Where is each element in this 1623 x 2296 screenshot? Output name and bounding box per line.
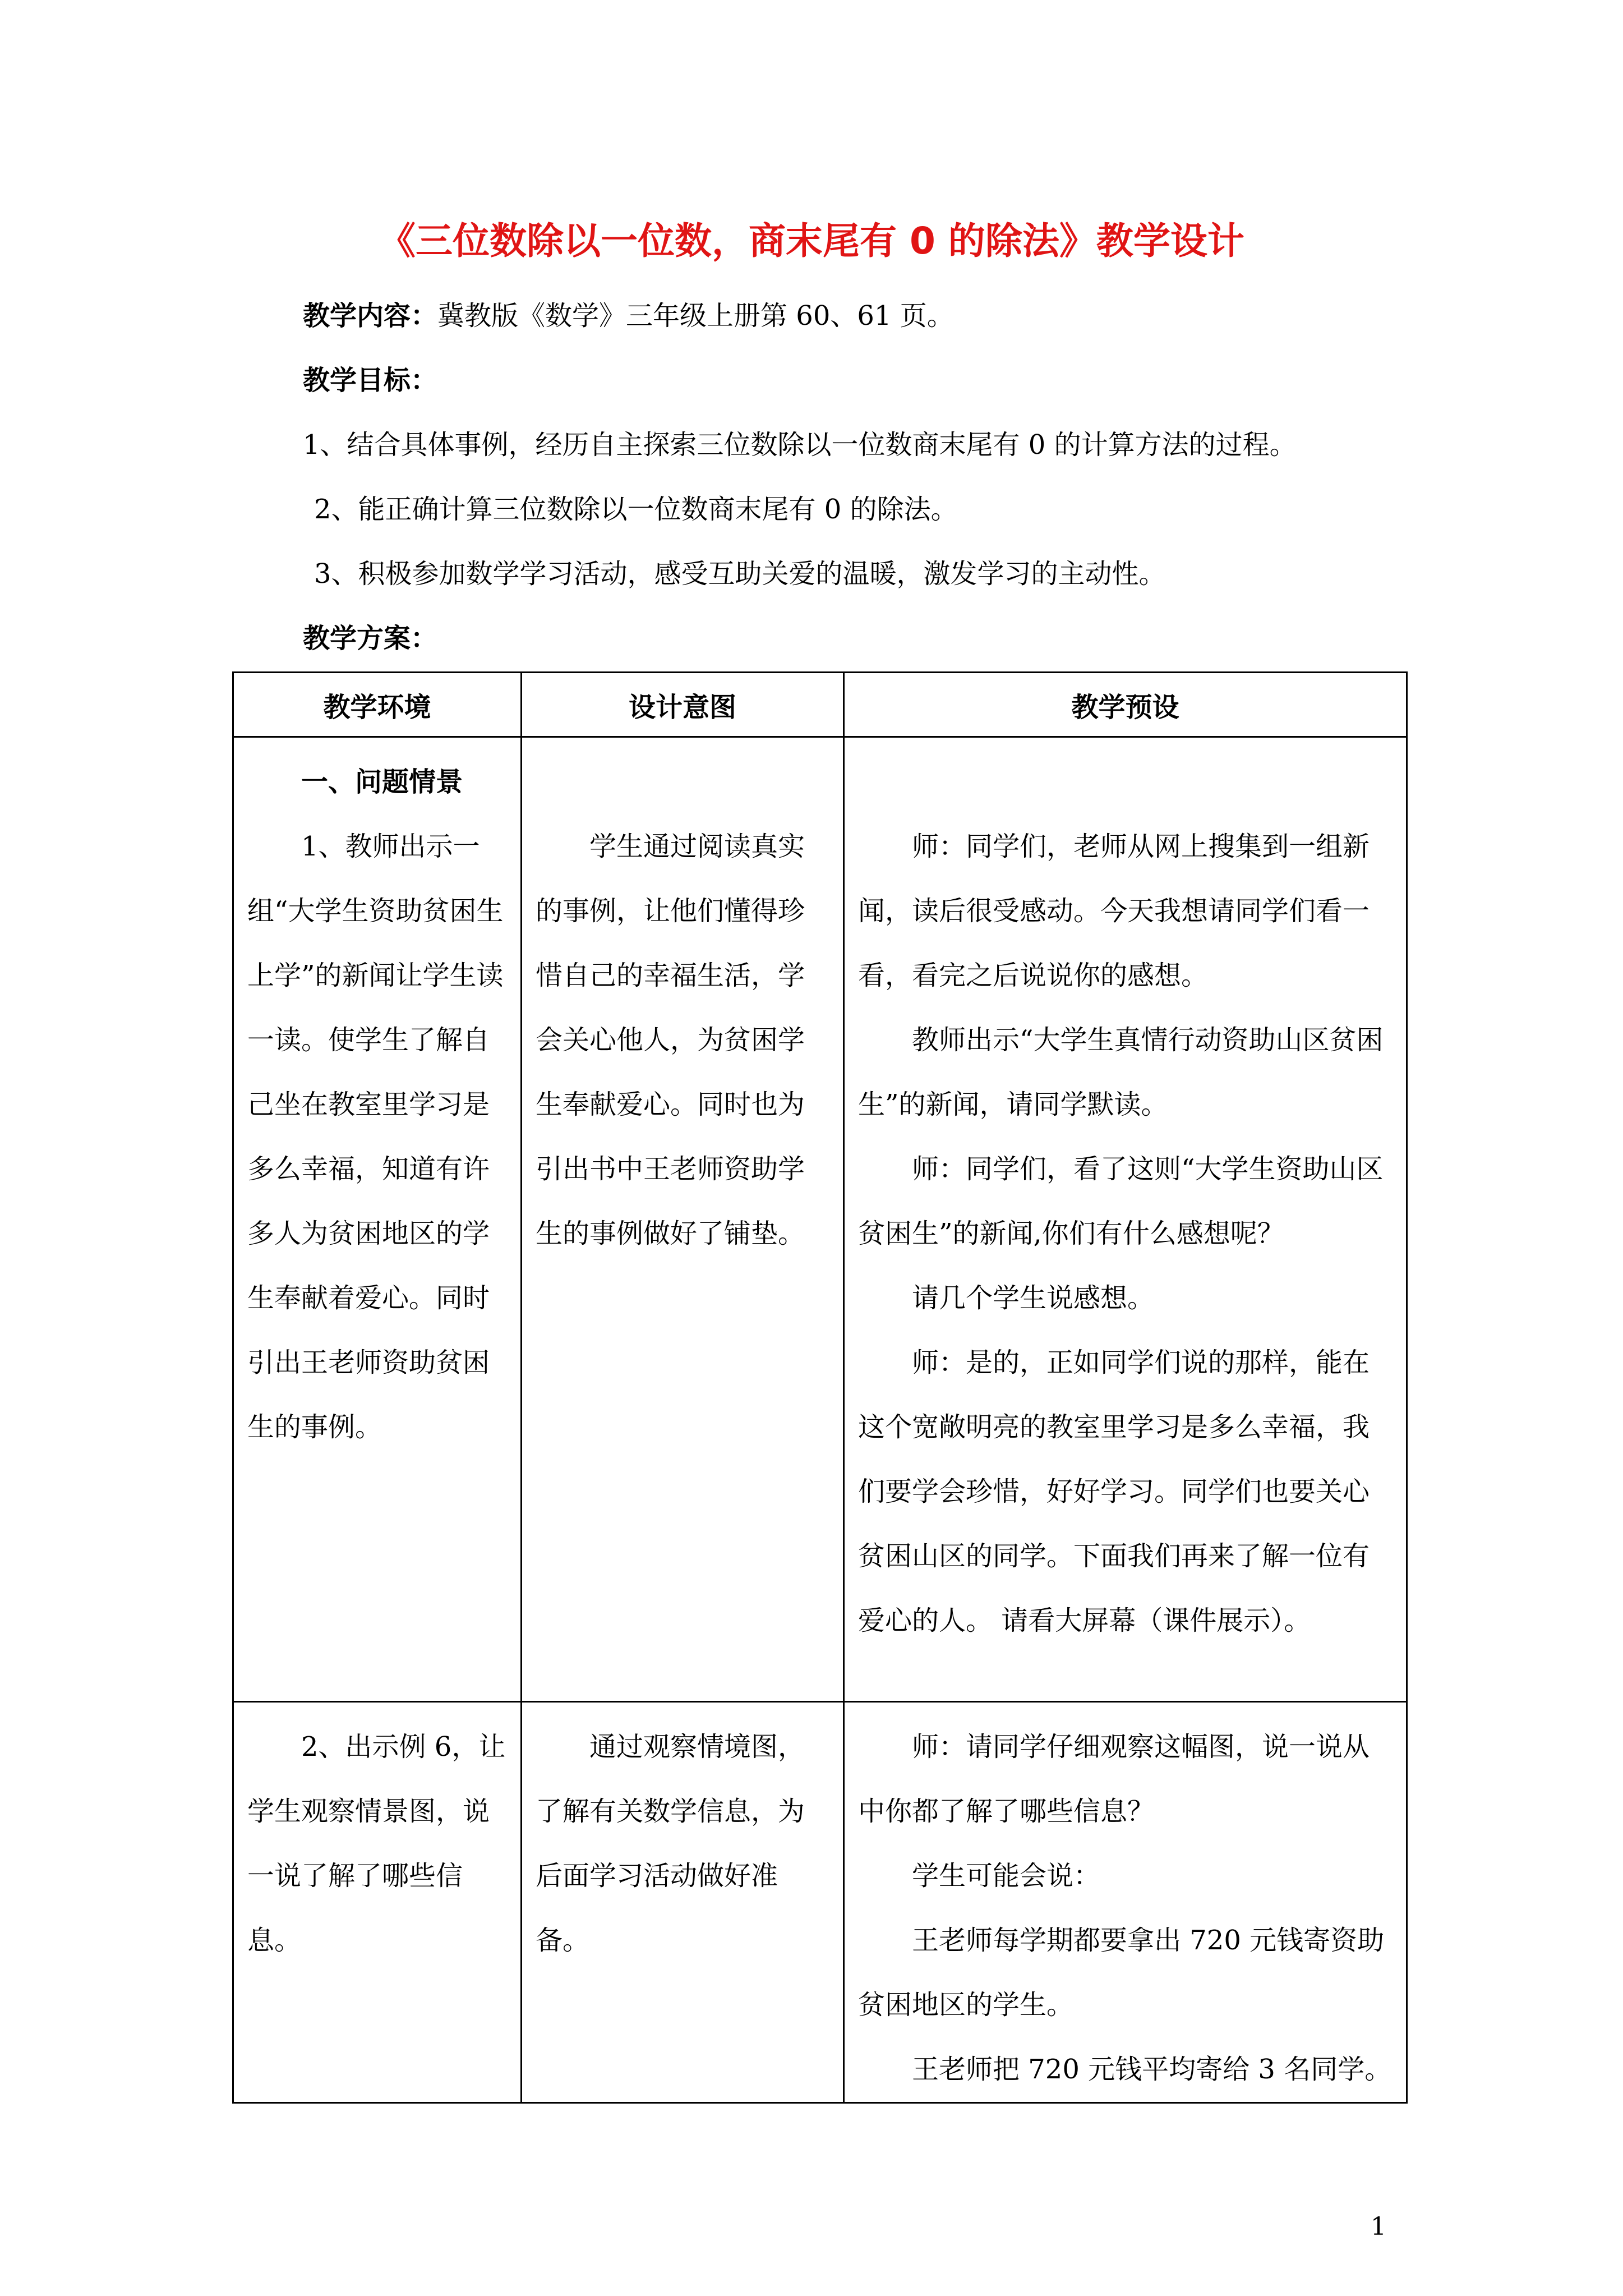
intent-text: 学生通过阅读真实的事例，让他们懂得珍惜自己的幸福生活，学会关心他人，为贫困学生奉献爱心。同时也为引出书中王老师资助学生的事例做好了铺垫。 [536, 831, 805, 1249]
preset-paragraph: 王老师每学期都要拿出 720 元钱寄资助贫困地区的学生。 [858, 1925, 1385, 2021]
objective-item: 3、积极参加数学学习活动，感受互助关爱的温暖，激发学习的主动性。 [314, 558, 1166, 590]
objectives-label: 教学目标： [303, 365, 438, 396]
document-title: 《三位数除以一位数，商末尾有 0 的除法》教学设计 [379, 219, 1244, 263]
page-number: 1 [1371, 2212, 1386, 2241]
header-preset: 教学预设 [844, 673, 1407, 737]
plan-label: 教学方案： [303, 623, 438, 654]
table-row [233, 737, 1407, 1702]
environment-cell [233, 1702, 522, 2103]
intent-cell [522, 1702, 844, 2103]
preset-paragraph: 王老师把 720 元钱平均寄给 3 名同学。 [912, 2054, 1392, 2085]
table-row [233, 1702, 1407, 2103]
preset-paragraph: 师：请同学仔细观察这幅图，说一说从中你都了解了哪些信息？ [858, 1731, 1370, 1827]
section-heading: 一、问题情景 [301, 766, 463, 798]
teaching-content-line [303, 299, 954, 333]
preset-cell [844, 1702, 1407, 2103]
teaching-plan-table [232, 671, 1408, 2104]
preset-paragraph: 学生可能会说： [912, 1860, 1101, 1892]
intent-text: 通过观察情境图，了解有关数学信息，为后面学习活动做好准备。 [536, 1731, 805, 1956]
preset-paragraph: 教师出示“大学生真情行动资助山区贫困生”的新闻，请同学默读。 [858, 1024, 1384, 1120]
environment-cell [233, 737, 522, 1702]
teaching-content-value: 冀教版《数学》三年级上册第 60、61 页。 [437, 300, 954, 332]
intent-cell [522, 737, 844, 1702]
table-header-row [233, 673, 1407, 737]
header-environment: 教学环境 [233, 673, 522, 737]
preset-cell [844, 737, 1407, 1702]
preset-paragraph: 师：同学们，看了这则“大学生资助山区贫困生”的新闻,你们有什么感想呢？ [858, 1153, 1384, 1249]
preset-paragraph: 师：同学们，老师从网上搜集到一组新闻，读后很受感动。今天我想请同学们看一看，看完之后说说你的感想。 [858, 831, 1370, 991]
environment-text: 1、教师出示一组“大学生资助贫困生上学”的新闻让学生读一读。使学生了解自己坐在教室里学习是多么幸福，知道有许多人为贫困地区的学生奉献着爱心。同时引出王老师资助贫困生的事例。 [247, 831, 504, 1443]
objective-item: 2、能正确计算三位数除以一位数商末尾有 0 的除法。 [314, 494, 958, 525]
header-intent: 设计意图 [522, 673, 844, 737]
preset-paragraph: 请几个学生说感想。 [912, 1282, 1155, 1314]
teaching-content-label: 教学内容： [303, 300, 438, 332]
preset-paragraph: 师：是的，正如同学们说的那样，能在这个宽敞明亮的教室里学习是多么幸福，我们要学会珍惜，好好学习。同学们也要关心贫困山区的同学。下面我们再来了解一位有爱心的人。 请看大屏幕（课件展示）。 [858, 1347, 1370, 1636]
objective-item: 1、结合具体事例，经历自主探索三位数除以一位数商末尾有 0 的计算方法的过程。 [303, 429, 1297, 461]
environment-text: 2、出示例 6，让学生观察情景图，说一说了解了哪些信息。 [247, 1731, 506, 1956]
